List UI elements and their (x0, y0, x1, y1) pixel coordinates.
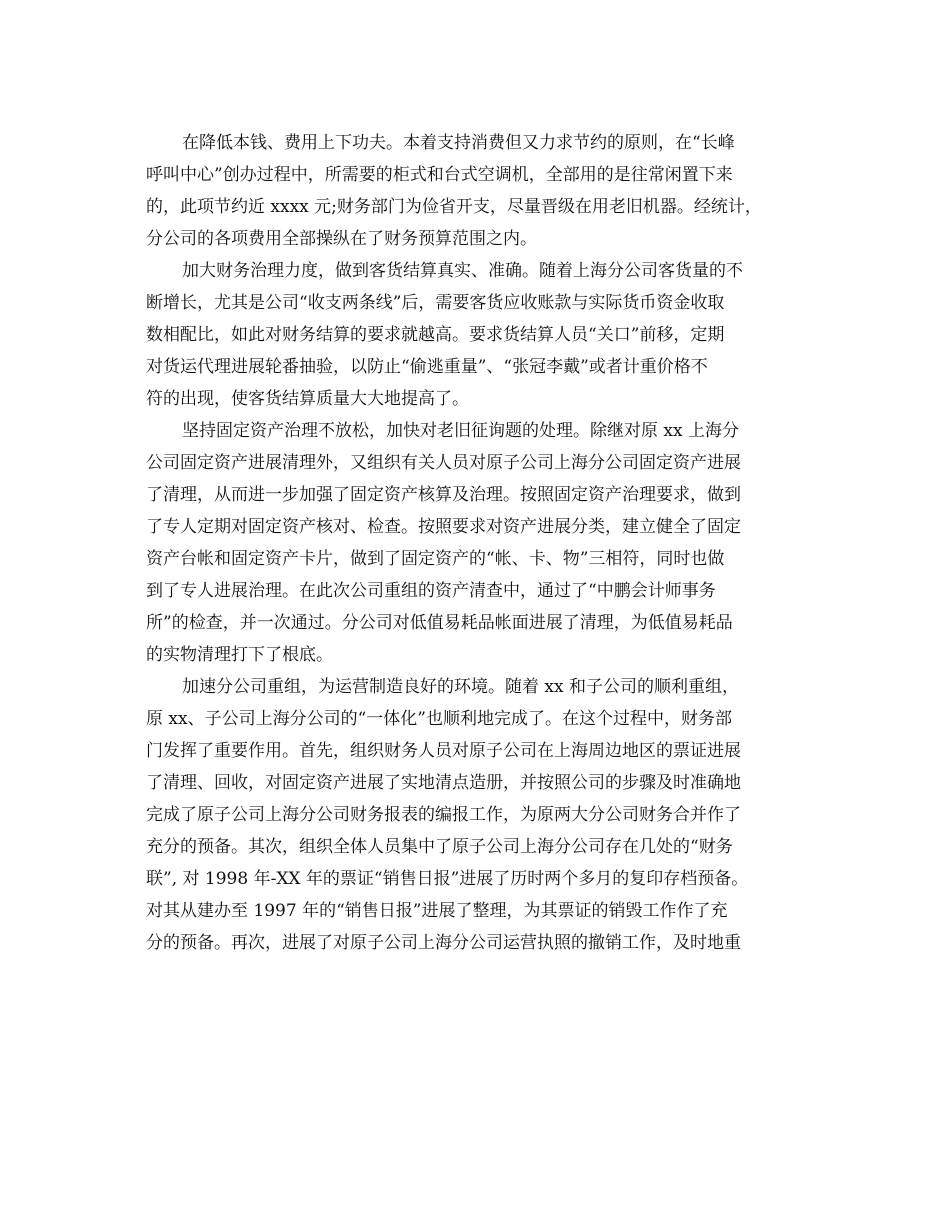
text-line: 的实物清理打下了根底。 (146, 645, 333, 665)
text-line: 原 xx、子公司上海分公司的“一体化”也顺利地完成了。在这个过程中，财务部 (146, 709, 732, 729)
text-line: 在降低本钱、费用上下功夫。本着支持消费但又力求节约的原则，在“长峰 (182, 133, 735, 153)
document-body (146, 127, 806, 959)
text-line: 了清理，从而进一步加强了固定资产核算及治理。按照固定资产治理要求，做到 (146, 485, 741, 505)
text-line: 了专人定期对固定资产核对、检查。按照要求对资产进展分类，建立健全了固定 (146, 517, 741, 537)
text-line: 了清理、回收，对固定资产进展了实地清点造册，并按照公司的步骤及时准确地 (146, 773, 741, 793)
text-line: 分公司的各项费用全部操纵在了财务预算范围之内。 (146, 229, 537, 249)
text-line: 资产台帐和固定资产卡片，做到了固定资产的“帐、卡、物”三相符，同时也做 (146, 549, 725, 569)
text-line: 坚持固定资产治理不放松，加快对老旧征询题的处理。除继对原 xx 上海分 (182, 421, 739, 441)
text-line: 公司固定资产进展清理外，又组织有关人员对原子公司上海分公司固定资产进展 (146, 453, 741, 473)
paragraph-financial-management (146, 255, 806, 415)
text-line: 的，此项节约近 xxxx 元;财务部门为俭省开支，尽量晋级在用老旧机器。经统计， (146, 197, 762, 217)
text-line: 门发挥了重要作用。首先，组织财务人员对原子公司在上海周边地区的票证进展 (146, 741, 741, 761)
text-line: 对货运代理进展轮番抽验，以防止“偷逃重量”、“张冠李戴”或者计重价格不 (146, 357, 708, 377)
text-line: 所”的检查，并一次通过。分公司对低值易耗品帐面进展了清理，为低值易耗品 (146, 613, 733, 633)
paragraph-cost-saving (146, 127, 806, 255)
text-line: 分的预备。再次，进展了对原子公司上海分公司运营执照的撤销工作，及时地重 (146, 933, 741, 953)
text-line: 对其从建办至 1997 年的“销售日报”进展了整理，为其票证的销毁工作作了充 (146, 901, 728, 921)
text-line: 加大财务治理力度，做到客货结算真实、准确。随着上海分公司客货量的不 (182, 261, 743, 281)
text-line: 到了专人进展治理。在此次公司重组的资产清查中，通过了“中鹏会计师事务 (146, 581, 716, 601)
text-line: 符的出现，使客货结算质量大大地提高了。 (146, 389, 469, 409)
text-line: 联”, 对 1998 年-XX 年的票证“销售日报”进展了历时两个多月的复印存档预备。 (146, 869, 749, 889)
text-line: 断增长，尤其是公司“收支两条线”后，需要客货应收账款与实际货币资金收取 (146, 293, 725, 313)
text-line: 充分的预备。其次，组织全体人员集中了原子公司上海分公司存在几处的“财务 (146, 837, 733, 857)
text-line: 呼叫中心”创办过程中，所需要的柜式和台式空调机，全部用的是往常闲置下来 (146, 165, 733, 185)
paragraph-fixed-assets (146, 415, 806, 671)
text-line: 完成了原子公司上海分公司财务报表的编报工作，为原两大分公司财务合并作了 (146, 805, 741, 825)
text-line: 数相配比，如此对财务结算的要求就越高。要求货结算人员“关口”前移，定期 (146, 325, 725, 345)
text-line: 加速分公司重组，为运营制造良好的环境。随着 xx 和子公司的顺利重组， (182, 677, 739, 697)
paragraph-reorganization (146, 671, 806, 959)
